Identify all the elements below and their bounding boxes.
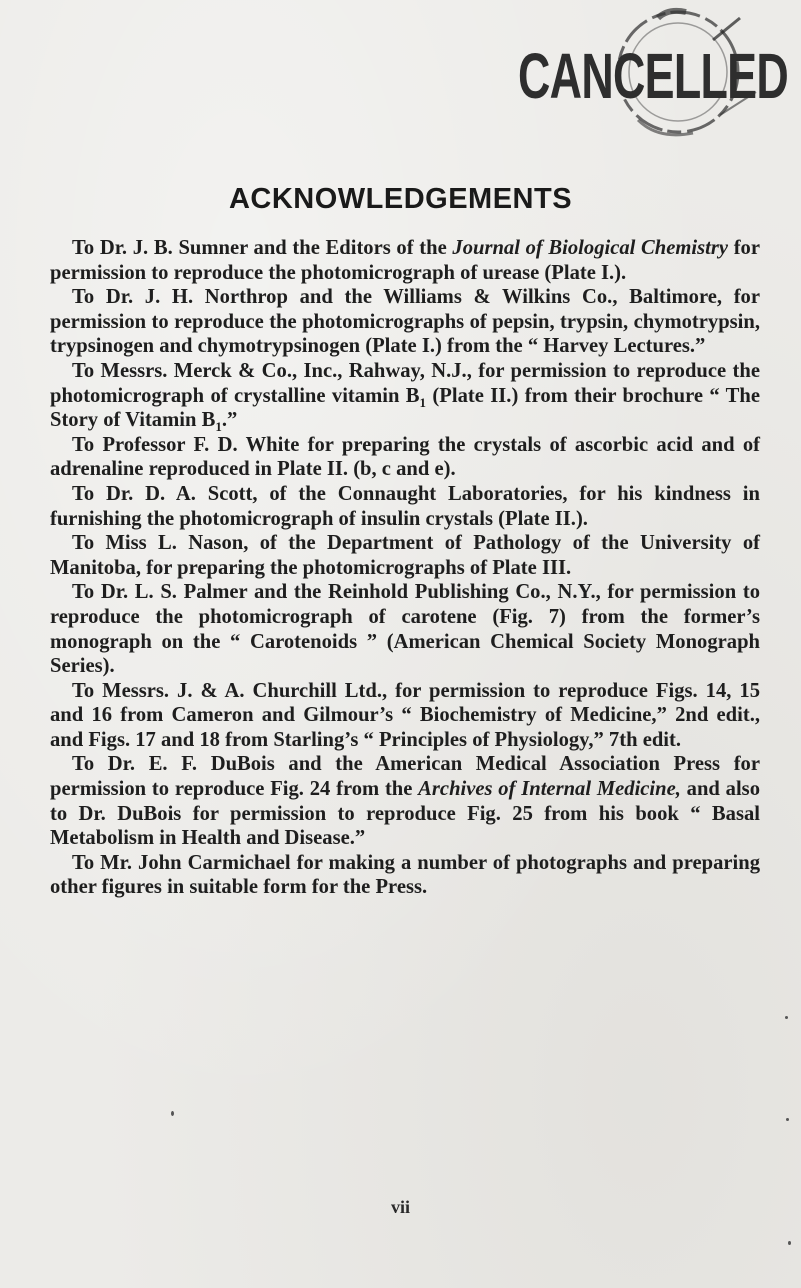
ack-dubois: To Dr. E. F. DuBois and the American Medical Association Press for permission to reproduce Fig. 24 from the Archives of Internal Medicine, and also to Dr. DuBois for permission to reproduce Fig. 25 from his book “ Basal Metabolism in Health and Disease.” — [50, 753, 760, 850]
cancelled-stamp — [508, 0, 798, 150]
ack-carmichael: To Mr. John Carmichael for making a number of photographs and preparing other figures in suitable form for the Press. — [50, 851, 760, 899]
paper-speck — [785, 1016, 788, 1019]
journal-title: Journal of Biological Chemistry — [452, 237, 729, 259]
ack-sumner: To Dr. J. B. Sumner and the Editors of the Journal of Biological Chemistry for permission to reproduce the photomicrograph of urease (Plate I.). — [50, 237, 760, 284]
paper-speck — [786, 1118, 789, 1121]
ack-nason: To Miss L. Nason, of the Department of Pathology of the University of Manitoba, for preparing the photomicrographs of Plate III. — [50, 532, 760, 579]
ack-northrop: To Dr. J. H. Northrop and the Williams & Wilkins Co., Baltimore, for permission to reproduce the photomicrographs of pepsin, trypsin, chymotrypsin, trypsinogen and chymotrypsinogen (Plate I.) from the “ Harvey Lectures.” — [50, 286, 760, 358]
ack-scott: To Dr. D. A. Scott, of the Connaught Laboratories, for his kindness in furnishing the photomicrograph of insulin crystals (Plate II.). — [50, 482, 760, 530]
ack-churchill: To Messrs. J. & A. Churchill Ltd., for permission to reproduce Figs. 14, 15 and 16 from Cameron and Gilmour’s “ Biochemistry of Medicine,” 2nd edit., and Figs. 17 and 18 from Starling’s “ Principles of Physiology,” 7th edit. — [50, 679, 760, 751]
page-heading: ACKNOWLEDGEMENTS — [228, 183, 573, 215]
paper-speck — [171, 1111, 174, 1116]
ack-merck: To Messrs. Merck & Co., Inc., Rahway, N.J., for permission to reproduce the photomicrograph of crystalline vitamin $B_1$ (Plate II.) from their brochure “ The Story of Vitamin $B_1$.” — [50, 359, 761, 435]
cancelled-stamp-text: CANCELLED — [518, 40, 788, 112]
archives-title: Archives of Internal Medicine, — [418, 778, 681, 801]
page-number: vii — [390, 1197, 410, 1217]
ack-palmer: To Dr. L. S. Palmer and the Reinhold Publishing Co., N.Y., for permission to reproduce the photomicrograph of carotene (Fig. 7) from the former’s monograph on the “ Carotenoids ” (American Chemical Society Monograph Series). — [50, 581, 760, 678]
ack-white: To Professor F. D. White for preparing the crystals of ascorbic acid and of adrenaline reproduced in Plate II. (b, c and e). — [50, 433, 760, 481]
paper-speck — [788, 1241, 791, 1245]
acknowledgements-body — [50, 236, 760, 900]
